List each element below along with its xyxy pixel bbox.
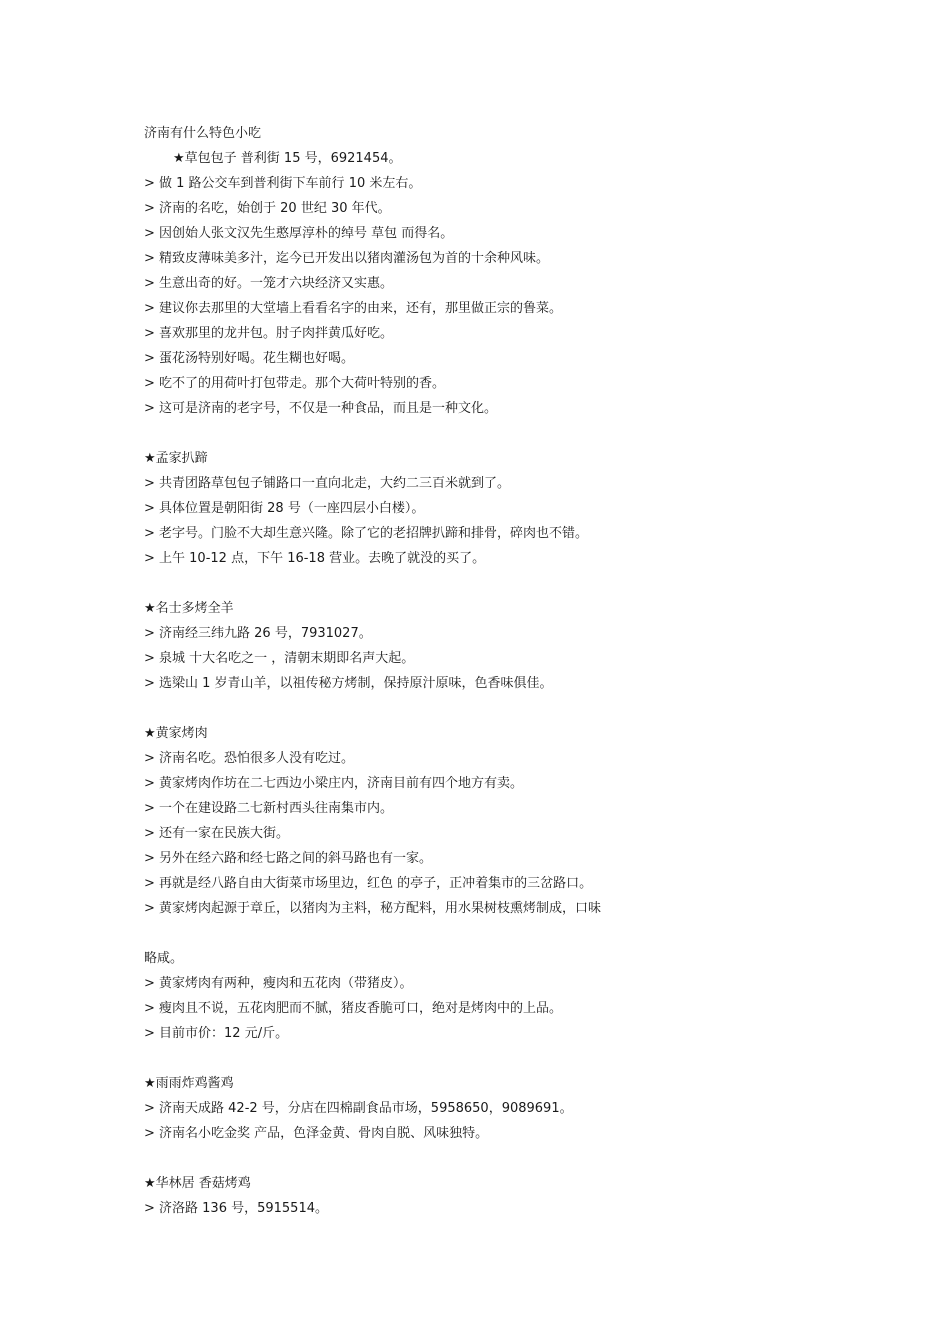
list-item: > 生意出奇的好。一笼才六块经济又实惠。 xyxy=(144,276,394,291)
list-item: > 还有一家在民族大街。 xyxy=(144,826,290,841)
list-item: > 做 1 路公交车到普利街下车前行 10 米左右。 xyxy=(144,176,422,191)
list-item: > 上午 10-12 点，下午 16-18 营业。去晚了就没的买了。 xyxy=(144,551,486,566)
list-item: > 黄家烤肉作坊在二七西边小梁庄内，济南目前有四个地方有卖。 xyxy=(144,776,524,791)
list-item: > 济洛路 136 号，5915514。 xyxy=(144,1201,328,1216)
list-item: > 泉城 十大名吃之一 ，清朝末期即名声大起。 xyxy=(144,651,415,666)
list-item: > 瘦肉且不说，五花肉肥而不腻，猪皮香脆可口，绝对是烤肉中的上品。 xyxy=(144,1001,563,1016)
list-item: > 喜欢那里的龙井包。肘子肉拌黄瓜好吃。 xyxy=(144,326,394,341)
list-item: > 精致皮薄味美多汁，迄今已开发出以猪肉灌汤包为首的十余种风味。 xyxy=(144,251,550,266)
section-heading-mengjia: ★孟家扒蹄 xyxy=(144,451,208,466)
section-heading-hualinju: ★华林居 香菇烤鸡 xyxy=(144,1176,251,1191)
document-title: 济南有什么特色小吃 xyxy=(144,126,262,141)
continued-text: 略咸。 xyxy=(144,951,184,966)
list-item: > 济南名小吃金奖 产品，色泽金黄、骨肉自脱、风味独特。 xyxy=(144,1126,489,1141)
list-item: > 建议你去那里的大堂墙上看看名字的由来，还有，那里做正宗的鲁菜。 xyxy=(144,301,563,316)
list-item: > 吃不了的用荷叶打包带走。那个大荷叶特别的香。 xyxy=(144,376,446,391)
section-heading-huangjia: ★黄家烤肉 xyxy=(144,726,208,741)
spacer xyxy=(144,421,864,446)
list-item: > 黄家烤肉起源于章丘，以猪肉为主料，秘方配料，用水果树枝熏烤制成，口味 xyxy=(144,901,602,916)
list-item: > 蛋花汤特别好喝。花生糊也好喝。 xyxy=(144,351,355,366)
list-item: > 济南名吃。恐怕很多人没有吃过。 xyxy=(144,751,355,766)
section-heading-mingshiduo: ★名士多烤全羊 xyxy=(144,601,234,616)
section-heading-caobao: ★草包包子 普利街 15 号，6921454。 xyxy=(173,151,402,166)
list-item: > 济南经三纬九路 26 号，7931027。 xyxy=(144,626,372,641)
list-item: > 一个在建设路二七新村西头往南集市内。 xyxy=(144,801,394,816)
list-item: > 这可是济南的老字号，不仅是一种食品，而且是一种文化。 xyxy=(144,401,498,416)
list-item: > 济南天成路 42-2 号，分店在四棉副食品市场，5958650，9089691。 xyxy=(144,1101,573,1116)
list-item: > 目前市价：12 元/斤。 xyxy=(144,1026,289,1041)
spacer xyxy=(144,1146,864,1171)
list-item: > 选梁山 1 岁青山羊，以祖传秘方烤制，保持原汁原味，色香味俱佳。 xyxy=(144,676,553,691)
spacer xyxy=(144,1046,864,1071)
spacer xyxy=(144,571,864,596)
list-item: > 共青团路草包包子铺路口一直向北走，大约二三百米就到了。 xyxy=(144,476,511,491)
spacer xyxy=(144,696,864,721)
list-item: > 具体位置是朝阳街 28 号（一座四层小白楼）。 xyxy=(144,501,425,516)
list-item: > 因创始人张文汉先生憨厚淳朴的绰号 草包 而得名。 xyxy=(144,226,454,241)
section-heading-yuyu: ★雨雨炸鸡酱鸡 xyxy=(144,1076,234,1091)
list-item: > 另外在经六路和经七路之间的斜马路也有一家。 xyxy=(144,851,433,866)
list-item: > 黄家烤肉有两种，瘦肉和五花肉（带猪皮）。 xyxy=(144,976,413,991)
document-body xyxy=(144,121,864,1221)
spacer xyxy=(144,921,864,946)
list-item: > 再就是经八路自由大街菜市场里边，红色 的亭子，正冲着集市的三岔路口。 xyxy=(144,876,593,891)
list-item: > 老字号。门脸不大却生意兴隆。除了它的老招牌扒蹄和排骨，碎肉也不错。 xyxy=(144,526,589,541)
list-item: > 济南的名吃，始创于 20 世纪 30 年代。 xyxy=(144,201,391,216)
